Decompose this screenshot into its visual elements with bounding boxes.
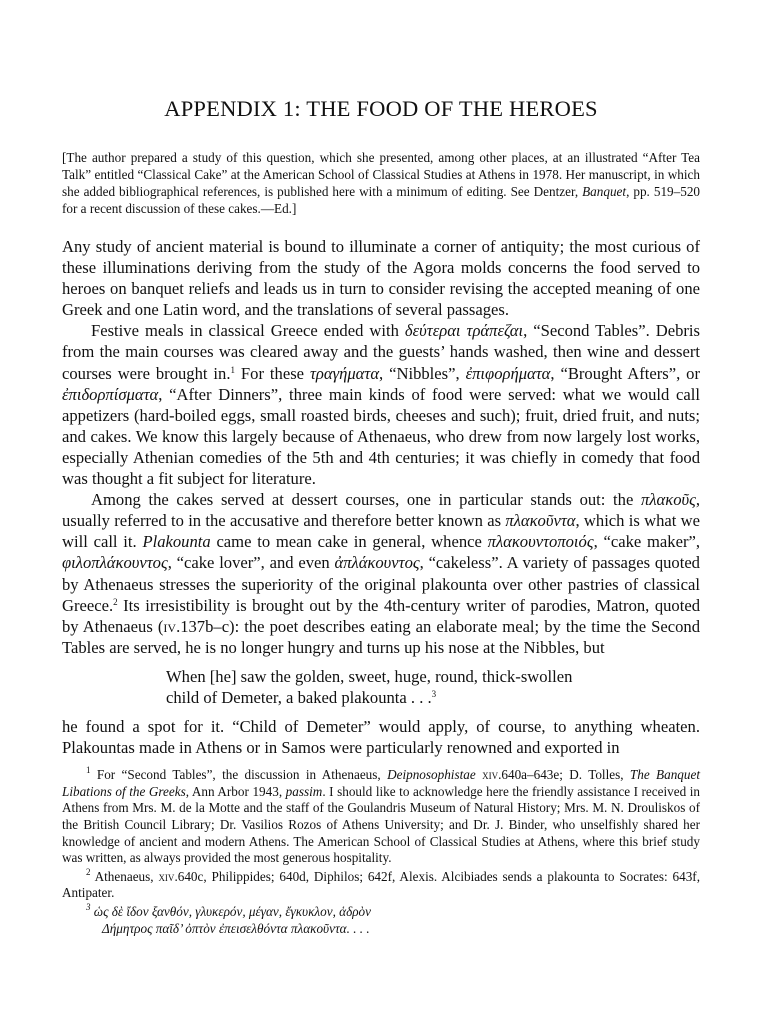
text-run: For these [235, 363, 310, 383]
text-run: , which is what we will call it. [62, 511, 701, 552]
text-run: . I should like to acknowledge here the friendly assistance I received in Athens from Mrs. M. de la Motte and the staff of the Goulandris Museum of Natural History; Mrs. M. N. Drouliskos of the British Council Library; Dr. Vasilios Rozos of Athens University; and Dr. J. Binder, who unselfishly shared her knowledge of ancient and modern Athens. The American School of Classical Studies at Athens, where this brief study was written, as always provided the most generous hospitality. [62, 783, 701, 866]
greek-term: ἐπιφορήματα [465, 363, 551, 383]
text-run: , “Second Tables”. Debris from the main courses was cleared away and the guests’ hands washed, then wine and dessert courses were brought in. [62, 321, 700, 383]
footnote-number: 1 [86, 765, 91, 776]
footnote-ref: 2 [113, 596, 118, 607]
paragraph-2 [62, 320, 700, 489]
footnote-ref: 3 [431, 688, 437, 699]
footnote-3-line-2: Δήμητρος παῖδ’ ὀπτὸν ἐπεισελθόντα πλακοῦντα. . . . [102, 920, 370, 936]
small-caps-ref: xiv [475, 767, 499, 783]
paragraph-3 [62, 489, 700, 658]
italic-term: The Banquet Libations of the Greeks [62, 767, 700, 799]
greek-term: πλακοῦς [641, 490, 696, 510]
italic-term: Plakounta [142, 532, 211, 552]
paragraph-4: he found a spot for it. “Child of Demeter” would apply, of course, to anything wheaten. Plakountas made in Athens or in Samos were particularly renowned and exported in [62, 717, 700, 758]
editor-note [62, 149, 700, 217]
footnote-2 [62, 866, 700, 902]
quote-line: When [he] saw the golden, sweet, huge, round, thick-swollen [166, 666, 573, 686]
page-title: APPENDIX 1: THE FOOD OF THE HEROES [164, 96, 598, 121]
footnote-number: 3 [86, 902, 91, 912]
greek-term: πλακοῦντα [505, 511, 576, 531]
text-run: Its irresistibility is brought out by the 4th-century writer of parodies, Matron, quoted by Athenaeus ( [62, 595, 700, 636]
footnote-3 [62, 904, 700, 921]
text-run: , “cake lover”, and even [167, 553, 335, 573]
editor-note-text: , pp. 519–520 for a recent discussion of these cakes.—Ed.] [62, 184, 701, 216]
text-run: .640c, Philippides; 640d, Diphilos; 642f, Alexis. Alcibiades sends a plakounta to Socrates: 643f, Antipater. [62, 868, 700, 901]
body-text [62, 236, 700, 758]
greek-term: δεύτεραι τράπεζαι [404, 321, 524, 341]
italic-term: Deipnosophistae [387, 767, 476, 783]
italic-term: passim [285, 783, 323, 799]
small-caps-ref: iv [163, 616, 177, 636]
text-run: , “cake maker”, [593, 532, 700, 552]
text-run: For “Second Tables”, the discussion in Athenaeus, [90, 767, 388, 783]
quote-line [166, 687, 700, 708]
paragraph-1: Any study of ancient material is bound to illuminate a corner of antiquity; the most curious of these illuminations deriving from the study of the Agora molds concerns the food served to heroes on banquet reliefs and leads us in turn to consider revising the accepted meaning of one Greek and one Latin word, and the translations of several passages. [62, 237, 700, 320]
footnote-1 [62, 767, 700, 867]
greek-term: ἐπιδορπίσματα [62, 384, 159, 404]
text-run: , “After Dinners”, three main kinds of food were served: what we would call appetizers (hard-boiled eggs, small roasted birds, cheeses and such); fruit, dried fruit, and nuts; and cakes. We know this largely because of Athenaeus, who drew from now largely lost works, especially Athenian comedies of the 5th and 4th centuries; it was chiefly in comedy that food was thought a fit subject for literature. [62, 384, 700, 489]
footnotes [62, 767, 700, 937]
greek-term: πλακουντοποιός [487, 532, 594, 552]
text-run: came to mean cake in general, whence [210, 532, 488, 552]
greek-term: φιλοπλάκουντος [62, 553, 168, 573]
text-run: Athenaeus, [90, 868, 159, 884]
footnote-number: 2 [86, 866, 91, 877]
editor-note-text: [The author prepared a study of this question, which she presented, among other places, at an illustrated “After Tea Talk” entitled “Classical Cake” at the American School of Classical Studies at Athens in 1978. Her manuscript, in which she added bibliographical references, is published here with a minimum of editing. See Dentzer, [62, 150, 700, 199]
greek-term: τραγήματα [309, 363, 380, 383]
text-run: Among the cakes served at dessert courses, one in particular stands out: the [91, 490, 642, 510]
text-run: Festive meals in classical Greece ended with [91, 321, 405, 341]
text-run: .137b–c): the poet describes eating an elaborate meal; by the time the Second Tables are served, he is no longer hungry and turns up his nose at the Nibbles, but [62, 616, 700, 657]
footnote-ref: 1 [230, 364, 235, 375]
editor-note-italic: Banquet [582, 184, 627, 199]
text-run: , “Nibbles”, [379, 363, 466, 383]
quote-text: child of Demeter, a baked plakounta . . . [166, 687, 432, 707]
text-run: .640a–643e; D. Tolles, [498, 767, 630, 783]
text-run: , “Brought Afters”, or [550, 363, 700, 383]
page [62, 96, 700, 937]
block-quote [166, 666, 700, 708]
greek-line: ὡς δὲ ἴδον ξανθόν, γλυκερόν, μέγαν, ἔγκυκλον, ἁδρὸν [90, 904, 372, 919]
greek-term: ἀπλάκουντος [334, 553, 420, 573]
small-caps-ref: xiv [158, 868, 175, 884]
text-run: , “cakeless”. A variety of passages quoted by Athenaeus stresses the superiority of the original plakounta over other pastries of classical Greece. [62, 553, 700, 615]
text-run: , usually referred to in the accusative and therefore better known as [62, 490, 700, 531]
text-run: , Ann Arbor 1943, [185, 783, 286, 799]
